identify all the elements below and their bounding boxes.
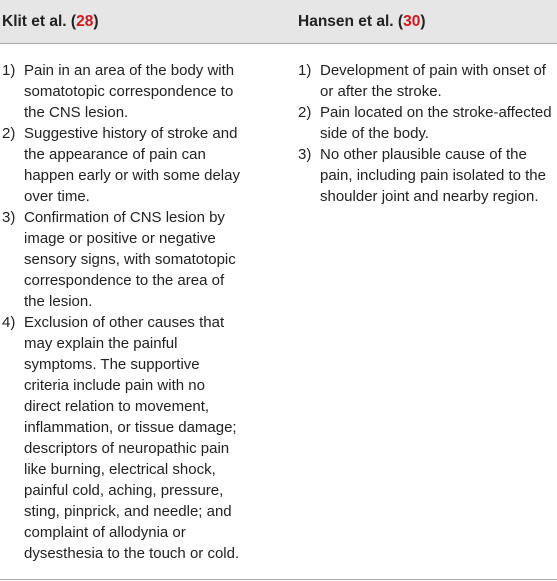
criterion-text-line: direct relation to movement, [24, 398, 210, 415]
hansen-criteria-list [298, 60, 555, 207]
reference-link-28[interactable]: 28 [76, 13, 94, 30]
criterion-number: 4) [2, 314, 16, 331]
criterion-item [2, 312, 272, 564]
criterion-text-line: symptoms. The supportive [24, 356, 200, 373]
criterion-text-line: somatotopic correspondence to [24, 83, 234, 100]
criterion-item [298, 102, 555, 144]
criterion-text-line: over time. [24, 188, 90, 205]
criterion-number: 2) [2, 125, 16, 142]
criterion-number: 3) [2, 209, 16, 226]
criterion-item [298, 144, 555, 207]
criterion-number: 3) [298, 146, 312, 163]
criterion-text-line: pain, including pain isolated to the [320, 167, 546, 184]
criterion-text-line: inflammation, or tissue damage; [24, 419, 237, 436]
header-divider [0, 43, 557, 44]
criterion-number: 2) [298, 104, 312, 121]
criterion-text-line: Pain in an area of the body with [24, 62, 235, 79]
criterion-text-line: may explain the painful [24, 335, 178, 352]
criterion-item [2, 207, 272, 312]
table-header-row [0, 0, 557, 43]
header-close-paren: ) [420, 13, 426, 30]
criterion-text-line: complaint of allodynia or [24, 524, 186, 541]
criterion-text-line: Confirmation of CNS lesion by [24, 209, 225, 226]
header-cell-klit [2, 13, 99, 31]
criterion-text-line: Exclusion of other causes that [24, 314, 225, 331]
criterion-text-line: like burning, electrical shock, [24, 461, 216, 478]
criterion-text-line: descriptors of neuropathic pain [24, 440, 230, 457]
header-author-klit: Klit et al. ( [2, 13, 77, 30]
header-author-hansen: Hansen et al. ( [298, 13, 404, 30]
criterion-text-line: shoulder joint and nearby region. [320, 188, 539, 205]
criterion-text-line: Pain located on the stroke-affected [320, 104, 552, 121]
criterion-text-line: painful cold, aching, pressure, [24, 482, 224, 499]
criterion-text-line: side of the body. [320, 125, 429, 142]
criterion-number: 1) [2, 62, 16, 79]
criterion-text-line: dysesthesia to the touch or cold. [24, 545, 240, 562]
criterion-number: 1) [298, 62, 312, 79]
criterion-text-line: correspondence to the area of [24, 272, 225, 289]
criterion-text-line: sting, pinprick, and needle; and [24, 503, 232, 520]
criterion-text-line: the appearance of pain can [24, 146, 206, 163]
criterion-text-line: Suggestive history of stroke and [24, 125, 238, 142]
criterion-text-line: Development of pain with onset of [320, 62, 546, 79]
criterion-text-line: criteria include pain with no [24, 377, 205, 394]
criterion-item [2, 60, 272, 123]
header-cell-hansen [298, 13, 426, 31]
header-close-paren: ) [93, 13, 99, 30]
criterion-text-line: or after the stroke. [320, 83, 442, 100]
reference-link-30[interactable]: 30 [403, 13, 421, 30]
criterion-text-line: the lesion. [24, 293, 93, 310]
criterion-text-line: image or positive or negative [24, 230, 216, 247]
klit-criteria-list [2, 60, 272, 564]
criterion-text-line: the CNS lesion. [24, 104, 129, 121]
criterion-item [298, 60, 555, 102]
criterion-text-line: sensory signs, with somatotopic [24, 251, 236, 268]
criterion-item [2, 123, 272, 207]
criterion-text-line: happen early or with some delay [24, 167, 240, 184]
criterion-text-line: No other plausible cause of the [320, 146, 527, 163]
table-bottom-rule [0, 579, 557, 580]
